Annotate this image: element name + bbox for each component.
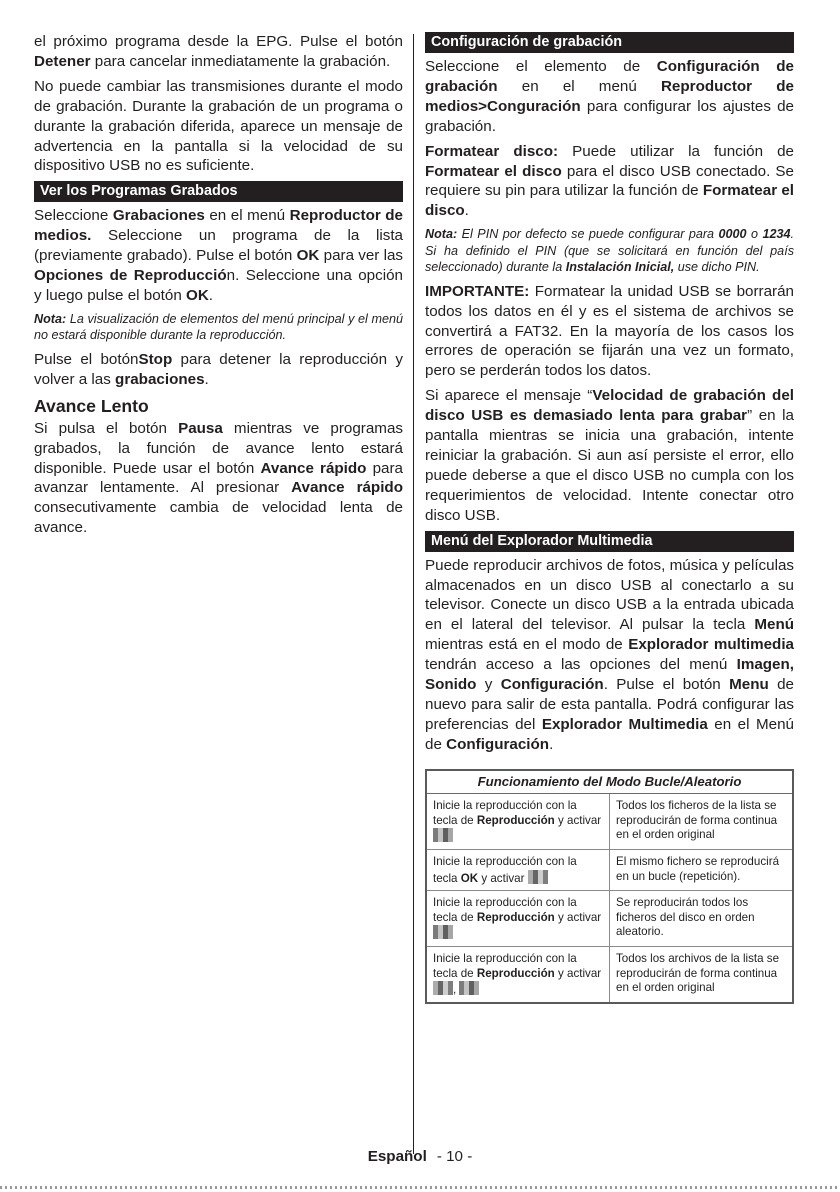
paragraph-recording-warning: No puede cambiar las transmisiones durante el modo de grabación. Durante la grabación de un programa o durante la grabación diferida, aparece un mensaje de advertencia en la pantalla si la velocidad de su dispositivo USB no es suficiente. bbox=[34, 77, 403, 175]
section-bar-recording-config: Configuración de grabación bbox=[425, 32, 794, 53]
paragraph-usb-speed: Si aparece el mensaje “Velocidad de grabación del disco USB es demasiado lenta para grabar” en la pantalla mientras se inicia una grabación, intente reiniciar la grabación. Si aun así persiste el error, ello puede deberse a que el disco USB no cumpla con los requerimientos de velocidad. Intente conectar otro disco USB. bbox=[425, 387, 794, 524]
note-default-pin: Nota: El PIN por defecto se puede configurar para 0000 o 1234. Si ha definido el PIN (que se solicitará en función del país seleccionado) durante la Instalación Inicial, use dicho PIN. bbox=[425, 227, 794, 275]
section-bar-media-browser: Menú del Explorador Multimedia bbox=[425, 531, 794, 552]
paragraph-media-browser: Puede reproducir archivos de fotos, música y películas almacenados en un disco USB al conectarlo a su televisor. Conecte un disco USB a la entrada ubicada en el lateral del televisor. Al pulsar la tecla Menú mientras está en el modo de Explorador multimedia tendrán acceso a las opciones del menú Imagen, Sonido y Configuración. Pulse el botón Menu de nuevo para salir de esta pantalla. Podrá configurar las preferencias del Explorador Multimedia en el Menú de Configuración. bbox=[425, 556, 794, 753]
paragraph-stop-playback: Pulse el botónStop para detener la reproducción y volver a las grabaciones. bbox=[34, 350, 403, 388]
section-bar-recorded-programs: Ver los Programas Grabados bbox=[34, 181, 403, 202]
table-row bbox=[426, 947, 793, 1003]
paragraph-select-recordings: Seleccione Grabaciones en el menú Reproductor de medios. Seleccione un programa de la lista (previamente grabado). Pulse el botón OK para ver las Opciones de Reproducción. Seleccione una opción y luego pulse el botón OK. bbox=[34, 207, 403, 304]
paragraph-slow-forward: Si pulsa el botón Pausa mientras ve programas grabados, la función de avance lento estará disponible. Puede usar el botón Avance rápido para avanzar lentamente. Al presionar Avance rápido consecutivamente cambia de velocidad lenta de avance. bbox=[34, 419, 403, 537]
table-row bbox=[426, 794, 793, 850]
paragraph-recording-config: Seleccione el elemento de Configuración de grabación en el menú Reproductor de medios>Conguración para configurar los ajustes de grabación. bbox=[425, 58, 795, 135]
paragraph-format-disk: Formatear disco: Puede utilizar la función de Formatear el disco para el disco USB conectado. Se requiere su pin para utilizar la función de Formatear el disco. bbox=[425, 142, 794, 220]
table-cell-action: Inicie la reproducción con la tecla de Reproducción y activar, bbox=[426, 947, 610, 1003]
table-cell-result: Se reproducirán todos los ficheros del disco en orden aleatorio. bbox=[610, 891, 794, 947]
shuffle-button-icon bbox=[459, 981, 479, 995]
page-footer bbox=[0, 1148, 840, 1165]
table-cell-action: Inicie la reproducción con la tecla de Reproducción y activar bbox=[426, 794, 610, 850]
table-row bbox=[426, 850, 793, 891]
heading-slow-forward: Avance Lento bbox=[34, 395, 149, 416]
column-divider bbox=[413, 34, 414, 1154]
loop-button-icon bbox=[433, 828, 453, 842]
table-cell-action: Inicie la reproducción con la tecla OK y activar bbox=[426, 850, 610, 891]
repeat-button-icon bbox=[528, 870, 548, 884]
bottom-dotted-border bbox=[0, 1186, 840, 1189]
loop-button-icon bbox=[433, 981, 453, 995]
paragraph-epg-stop: el próximo programa desde la EPG. Pulse el botón Detener para cancelar inmediatamente la grabación. bbox=[34, 33, 403, 70]
right-column bbox=[425, 32, 794, 1004]
table-cell-result: El mismo fichero se reproducirá en un bucle (repetición). bbox=[610, 850, 794, 891]
loop-shuffle-table bbox=[425, 769, 794, 1004]
footer-language: Español bbox=[367, 1148, 427, 1165]
table-title: Funcionamiento del Modo Bucle/Aleatorio bbox=[426, 770, 793, 794]
shuffle-button-icon bbox=[433, 925, 453, 939]
left-column bbox=[34, 32, 403, 543]
page-number: - 10 - bbox=[436, 1148, 473, 1165]
table-cell-result: Todos los archivos de la lista se reproducirán de forma continua en el orden original bbox=[610, 947, 794, 1003]
table-cell-result: Todos los ficheros de la lista se reproducirán de forma continua en el orden original bbox=[610, 794, 794, 850]
table-row bbox=[426, 891, 793, 947]
paragraph-important-format: IMPORTANTE: Formatear la unidad USB se borrarán todos los datos en él y es el sistema de archivos se convertirá a FAT32. En la mayoría de los casos los errores de operación se fijarán una vez un formato, pero se perderán todos los datos. bbox=[425, 282, 794, 380]
note-menu-unavailable: Nota: La visualización de elementos del menú principal y el menú no estará disponible durante la reproducción. bbox=[34, 311, 403, 343]
table-cell-action: Inicie la reproducción con la tecla de Reproducción y activar bbox=[426, 891, 610, 947]
